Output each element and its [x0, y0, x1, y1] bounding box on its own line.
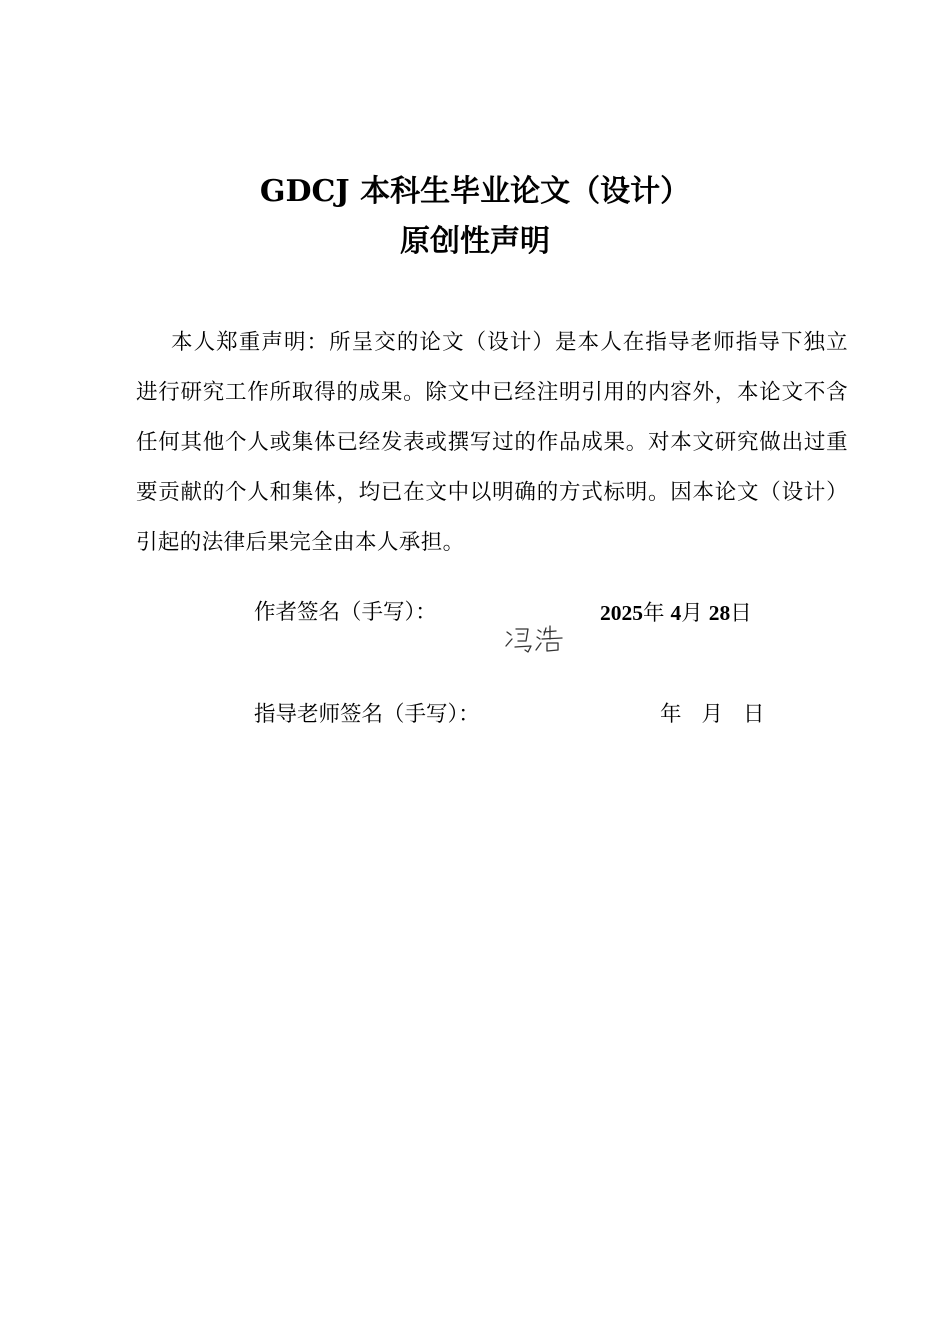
- declaration-paragraph: 本人郑重声明：所呈交的论文（设计）是本人在指导老师指导下独立进行研究工作所取得的成果。除文中已经注明引用的内容外，本论文不含任何其他个人或集体已经发表或撰写过的作品成果。对本文研究做出过重要贡献的个人和集体，均已在文中以明确的方式标明。因本论文（设计）引起的法律后果完全由本人承担。: [136, 330, 848, 555]
- author-date-month: 4: [670, 601, 682, 625]
- author-date-day-unit: 日: [730, 601, 752, 626]
- advisor-date-year-unit: 年: [660, 702, 682, 727]
- advisor-date-day-unit: 日: [743, 702, 765, 727]
- author-date-year-unit: 年: [643, 601, 665, 626]
- author-signature-label: 作者签名（手写）：: [254, 600, 437, 625]
- advisor-signature-label: 指导老师签名（手写）：: [254, 702, 480, 727]
- author-date-year: 2025: [600, 601, 643, 625]
- handwritten-signature: [504, 622, 568, 656]
- author-date: [600, 598, 752, 629]
- document-subtitle: 原创性声明: [400, 224, 550, 259]
- advisor-date-month-unit: 月: [701, 702, 724, 727]
- author-date-day: 28: [708, 601, 731, 625]
- advisor-date: [660, 700, 765, 730]
- author-date-month-unit: 月: [681, 601, 703, 626]
- document-title: GDCJ 本科生毕业论文（设计）: [259, 174, 691, 209]
